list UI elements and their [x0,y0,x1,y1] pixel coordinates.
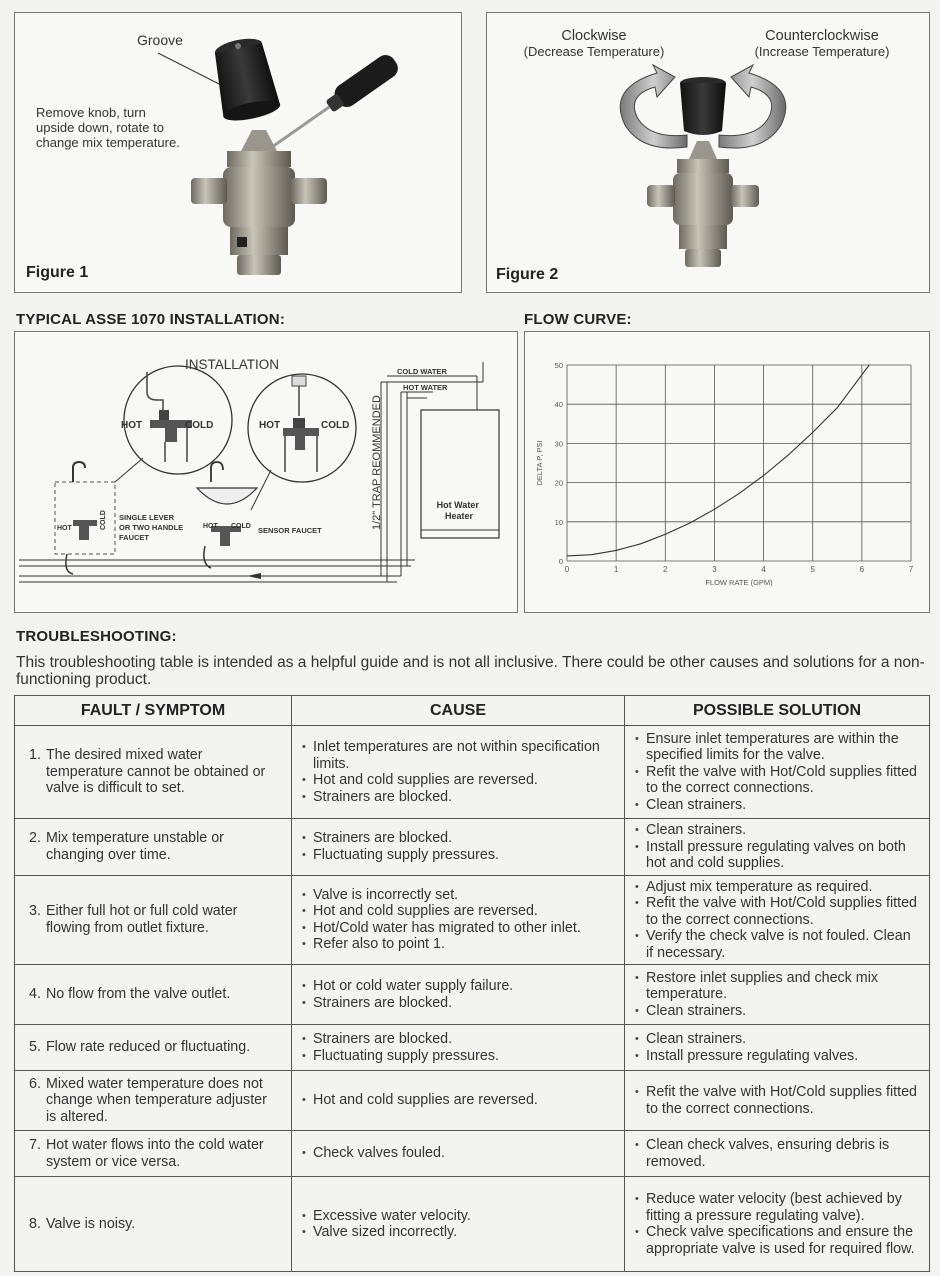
fault-text: Valve is noisy. [45,1215,136,1232]
counterclockwise-label: Counterclockwise (Increase Temperature) [754,28,890,59]
troubleshooting-table [14,695,930,1272]
solution-cell [625,875,930,965]
cause-item: • Strainers are blocked. [302,1031,614,1048]
cause-item: • Inlet temperatures are not within specification limits. [302,739,614,772]
sensor-faucet-label: SENSOR FAUCET [258,526,322,535]
cause-item: • Strainers are blocked. [302,830,614,847]
solution-cell [625,726,930,819]
solution-item: • Check valve specifications and ensure the appropriate valve is used for required flow. [635,1224,919,1257]
solution-cell [625,1131,930,1177]
cause-item: • Strainers are blocked. [302,995,614,1012]
hot-label-sink: HOT [203,523,218,530]
flow-curve-panel [524,331,930,613]
solution-cell [625,1025,930,1071]
solution-item: • Clean strainers. [635,822,919,839]
flow-curve-chart [525,332,931,614]
x-tick-label: 2 [663,565,668,574]
cold-label-sink: COLD [231,523,251,530]
cause-item: • Fluctuating supply pressures. [302,1048,614,1065]
cause-item: • Valve sized incorrectly. [302,1224,614,1241]
fault-text: Mixed water temperature does not change when temperature adjuster is altered. [45,1075,267,1125]
heater-label: Hot Water Heater [436,500,479,521]
cause-item: • Hot and cold supplies are reversed. [302,1092,614,1109]
header-fault: FAULT / SYMPTOM [15,696,292,726]
fault-number: 6. [29,1075,41,1092]
cause-item: • Fluctuating supply pressures. [302,847,614,864]
fault-cell [15,875,292,965]
solution-cell [625,1071,930,1131]
flow-curve-section-title: FLOW CURVE: [524,311,632,328]
cold-label-left: COLD [185,420,214,431]
cause-cell [292,1177,625,1272]
header-cause: CAUSE [292,696,625,726]
table-header-row [15,696,930,726]
clockwise-arrow-icon [620,65,687,148]
figure-1-panel [14,12,462,293]
hot-label-right: HOT [259,420,281,431]
y-tick-label: 50 [554,361,563,370]
fault-cell [15,1131,292,1177]
table-row [15,875,930,965]
cause-cell [292,965,625,1025]
figure-1-instruction: Remove knob, turn upside down, rotate to change mix temperature. [36,105,180,150]
valve-knob-illustration [15,13,463,294]
hot-label-cabinet: HOT [57,525,72,532]
x-tick-label: 3 [712,565,717,574]
y-tick-label: 20 [554,478,563,488]
y-tick-label: 40 [554,400,563,410]
x-tick-label: 1 [613,565,619,574]
troubleshooting-intro: This troubleshooting table is intended as a helpful guide and is not all inclusive. There could be other causes and solutions for a non-functioning product. [16,654,925,688]
fault-number: 8. [29,1215,41,1232]
solution-item: • Refit the valve with Hot/Cold supplies fitted to the correct connections. [635,764,919,797]
figure-2-panel [486,12,930,293]
table-row [15,1131,930,1177]
groove-label: Groove [137,32,183,48]
faucet1-label: SINGLE LEVER OR TWO HANDLE FAUCET [119,513,184,542]
fault-cell [15,965,292,1025]
cause-cell [292,1131,625,1177]
cause-cell [292,1071,625,1131]
cold-water-label: COLD WATER [397,367,447,376]
cause-cell [292,726,625,819]
installation-heading: INSTALLATION [185,357,280,372]
header-solution: POSSIBLE SOLUTION [625,696,930,726]
solution-item: • Refit the valve with Hot/Cold supplies fitted to the correct connections. [635,895,919,928]
x-tick-label: 7 [908,565,914,574]
cause-item: • Valve is incorrectly set. [302,887,614,904]
hot-label-left: HOT [121,420,143,431]
solution-item: • Install pressure regulating valves. [635,1048,919,1065]
y-axis-label: DELTA P, PSI [535,440,544,486]
cause-cell [292,819,625,876]
fault-text: The desired mixed water temperature cannot be obtained or valve is difficult to set. [45,747,266,797]
fault-cell [15,819,292,876]
solution-item: • Verify the check valve is not fouled. Clean if necessary. [635,928,919,961]
x-tick-label: 5 [810,565,815,574]
y-tick-label: 30 [554,439,563,449]
fault-number: 7. [29,1137,41,1153]
rotation-illustration [487,13,931,294]
fault-number: 4. [29,986,41,1003]
solution-cell [625,1177,930,1272]
flow-curve-line [567,365,869,556]
solution-item: • Restore inlet supplies and check mix temperature. [635,970,919,1003]
cold-label-right: COLD [321,420,350,431]
fault-text: Flow rate reduced or fluctuating. [45,1039,251,1056]
installation-section-title: TYPICAL ASSE 1070 INSTALLATION: [16,311,286,328]
cause-item: • Hot or cold water supply failure. [302,978,614,995]
solution-item: • Clean strainers. [635,797,919,814]
y-tick-label: 0 [558,557,563,566]
solution-item: • Clean strainers. [635,1031,919,1048]
cause-cell [292,1025,625,1071]
y-tick-label: 10 [554,517,563,527]
solution-item: • Adjust mix temperature as required. [635,879,919,896]
table-row [15,965,930,1025]
x-axis-label: FLOW RATE (GPM) [705,578,773,587]
x-tick-label: 0 [564,565,570,574]
cause-cell [292,875,625,965]
fault-cell [15,726,292,819]
table-row [15,726,930,819]
solution-item: • Ensure inlet temperatures are within the specified limits for the valve. [635,731,919,764]
cause-item: • Strainers are blocked. [302,789,614,806]
solution-cell [625,819,930,876]
cause-item: • Hot and cold supplies are reversed. [302,903,614,920]
solution-item: • Clean strainers. [635,1003,919,1020]
fault-cell [15,1071,292,1131]
trap-label: 1/2" TRAP REOMMENDED [371,395,383,530]
cause-item: • Hot and cold supplies are reversed. [302,772,614,789]
solution-item: • Clean check valves, ensuring debris is removed. [635,1137,919,1170]
fault-cell [15,1025,292,1071]
solution-cell [625,965,930,1025]
solution-item: • Reduce water velocity (best achieved by fitting a pressure regulating valve). [635,1191,919,1224]
fault-number: 3. [29,903,41,920]
fault-cell [15,1177,292,1272]
fault-text: Either full hot or full cold water flowing from outlet fixture. [45,903,238,936]
fault-text: Mix temperature unstable or changing over time. [45,830,224,863]
cause-item: • Hot/Cold water has migrated to other inlet. [302,920,614,937]
figure-1-label: Figure 1 [26,264,89,281]
clockwise-label: Clockwise (Decrease Temperature) [523,28,665,59]
fault-number: 1. [29,747,41,764]
hot-water-label: HOT WATER [403,383,448,392]
cause-item: • Refer also to point 1. [302,936,614,953]
counterclockwise-arrow-icon [719,65,786,148]
cause-item: • Check valves fouled. [302,1145,614,1162]
installation-diagram [14,331,518,613]
troubleshooting-section-title: TROUBLESHOOTING: [16,628,177,645]
table-row [15,1071,930,1131]
fault-number: 5. [29,1039,41,1056]
x-tick-label: 4 [761,565,766,574]
table-row [15,1177,930,1272]
fault-text: No flow from the valve outlet. [45,986,231,1003]
table-row [15,819,930,876]
x-tick-label: 6 [859,565,865,574]
cause-item: • Excessive water velocity. [302,1208,614,1225]
solution-item: • Install pressure regulating valves on both hot and cold supplies. [635,839,919,872]
fault-number: 2. [29,830,41,847]
figure-2-label: Figure 2 [496,266,559,283]
cold-label-cabinet: COLD [100,510,107,530]
table-row [15,1025,930,1071]
solution-item: • Refit the valve with Hot/Cold supplies fitted to the correct connections. [635,1084,919,1117]
fault-text: Hot water flows into the cold water system or vice versa. [45,1137,264,1170]
